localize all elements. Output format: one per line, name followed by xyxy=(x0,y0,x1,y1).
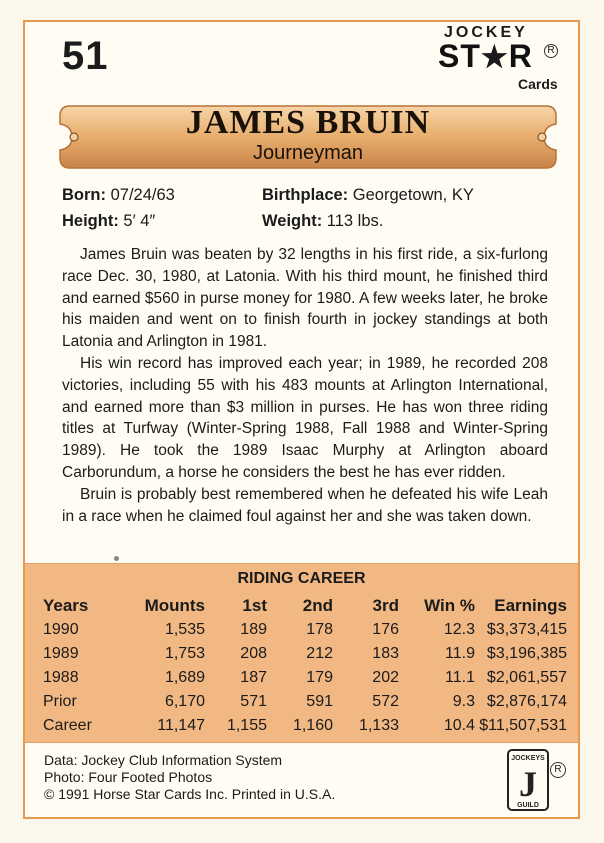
cell: 571 xyxy=(240,693,267,710)
cell: 189 xyxy=(240,621,267,638)
born-value: 07/24/63 xyxy=(110,186,175,204)
name-plaque xyxy=(56,102,560,172)
player-name: JAMES BRUIN xyxy=(185,104,431,141)
col-header: Win % xyxy=(424,596,475,615)
born-label: Born: xyxy=(62,186,106,204)
cell: 176 xyxy=(372,621,399,638)
cell: 9.3 xyxy=(452,693,475,710)
col-header: Earnings xyxy=(494,596,567,615)
star-icon: ★ xyxy=(480,41,509,74)
cell: 1,535 xyxy=(164,621,205,638)
player-title: Journeyman xyxy=(252,142,364,164)
print-speck xyxy=(114,556,119,561)
bio-info xyxy=(62,184,548,236)
guild-letter: J xyxy=(519,764,537,804)
jockey-star-logo xyxy=(434,24,562,94)
cell: Prior xyxy=(43,693,77,710)
birthplace-label: Birthplace: xyxy=(262,186,349,204)
cell: 1989 xyxy=(43,645,79,662)
logo-main-text: ST★R xyxy=(438,38,533,74)
cell: 212 xyxy=(306,645,333,662)
registered-mark: R xyxy=(544,44,558,58)
cell: 11.9 xyxy=(445,645,475,662)
guild-bottom-text: GUILD xyxy=(517,802,539,809)
table-header-row xyxy=(43,594,567,618)
cell: $3,196,385 xyxy=(486,645,567,662)
table-row xyxy=(43,690,567,714)
cell: 1,133 xyxy=(358,717,399,734)
cell: 208 xyxy=(240,645,267,662)
table-row xyxy=(43,714,567,738)
col-header: 2nd xyxy=(302,596,333,615)
cell: 1988 xyxy=(43,669,79,686)
story-paragraph: James Bruin was beaten by 32 lengths in his first ride, a six-furlong race Dec. 30, 1980, at Latonia. With his third mount, he finished third and earned $560 in purse money for 1980. A few weeks later, he broke his maiden and went on to finish fourth in jockey standings at both Latonia and Arlington in 1981. xyxy=(62,246,548,351)
cell: 187 xyxy=(240,669,267,686)
cell: 179 xyxy=(306,669,333,686)
cell: 12.3 xyxy=(443,621,475,638)
birthplace-value: Georgetown, KY xyxy=(352,186,474,204)
card-number: 51 xyxy=(62,34,109,78)
guild-top-text: JOCKEYS xyxy=(511,755,545,762)
cell: $11,507,531 xyxy=(479,717,567,734)
credit-photo: Photo: Four Footed Photos xyxy=(44,769,213,785)
height-label: Height: xyxy=(62,212,119,230)
credit-copyright: © 1991 Horse Star Cards Inc. Printed in U.S.A. xyxy=(44,786,336,802)
col-header: 3rd xyxy=(372,596,399,615)
cell: 1,753 xyxy=(164,645,205,662)
cell: 6,170 xyxy=(164,693,205,710)
cell: 572 xyxy=(372,693,399,710)
credit-data: Data: Jockey Club Information System xyxy=(44,752,283,768)
col-header: 1st xyxy=(242,596,267,615)
col-header: Mounts xyxy=(144,596,205,615)
cell: 1,155 xyxy=(226,717,267,734)
credits xyxy=(44,752,335,803)
cell: 591 xyxy=(306,693,333,710)
jockeys-guild-logo xyxy=(506,748,550,812)
cell: $2,061,557 xyxy=(486,669,567,686)
table-row xyxy=(43,642,567,666)
cell: 183 xyxy=(372,645,399,662)
height-value: 5′ 4″ xyxy=(123,212,156,230)
cell: 202 xyxy=(372,669,399,686)
cell: 11.1 xyxy=(445,669,475,686)
biography-text xyxy=(62,244,548,527)
career-heading: RIDING CAREER xyxy=(237,570,366,587)
weight-label: Weight: xyxy=(262,212,323,230)
cell: 10.4 xyxy=(443,717,475,734)
career-table xyxy=(43,594,567,738)
logo-top-text: JOCKEY xyxy=(444,24,528,41)
cell: 1,160 xyxy=(292,717,333,734)
guild-registered-mark: R xyxy=(550,762,566,778)
table-row xyxy=(43,666,567,690)
cell: 11,147 xyxy=(157,717,205,734)
col-header: Years xyxy=(43,596,89,615)
cell: $2,876,174 xyxy=(486,693,567,710)
cell: Career xyxy=(43,717,92,734)
cell: 178 xyxy=(306,621,333,638)
cell: 1,689 xyxy=(164,669,205,686)
riding-career-panel xyxy=(25,563,578,743)
weight-value: 113 lbs. xyxy=(326,212,384,230)
cell: 1990 xyxy=(43,621,79,638)
cell: $3,373,415 xyxy=(486,621,567,638)
story-paragraph: Bruin is probably best remembered when he defeated his wife Leah in a race when he claimed foul against her and she was taken down. xyxy=(62,485,548,525)
table-row xyxy=(43,618,567,642)
logo-bottom-text: Cards xyxy=(518,76,558,92)
story-paragraph: His win record has improved each year; in 1989, he recorded 208 victories, including 55 with his 483 mounts at Arlington International, and earned more than $3 million in purses. He has won three riding titles at Turfway (Winter-Spring 1988, Fall 1988 and Winter-Spring 1989). He took the 1989 Isaac Murphy at Arlington aboard Carborundum, a horse he considers the best he has ever ridden. xyxy=(62,354,548,481)
